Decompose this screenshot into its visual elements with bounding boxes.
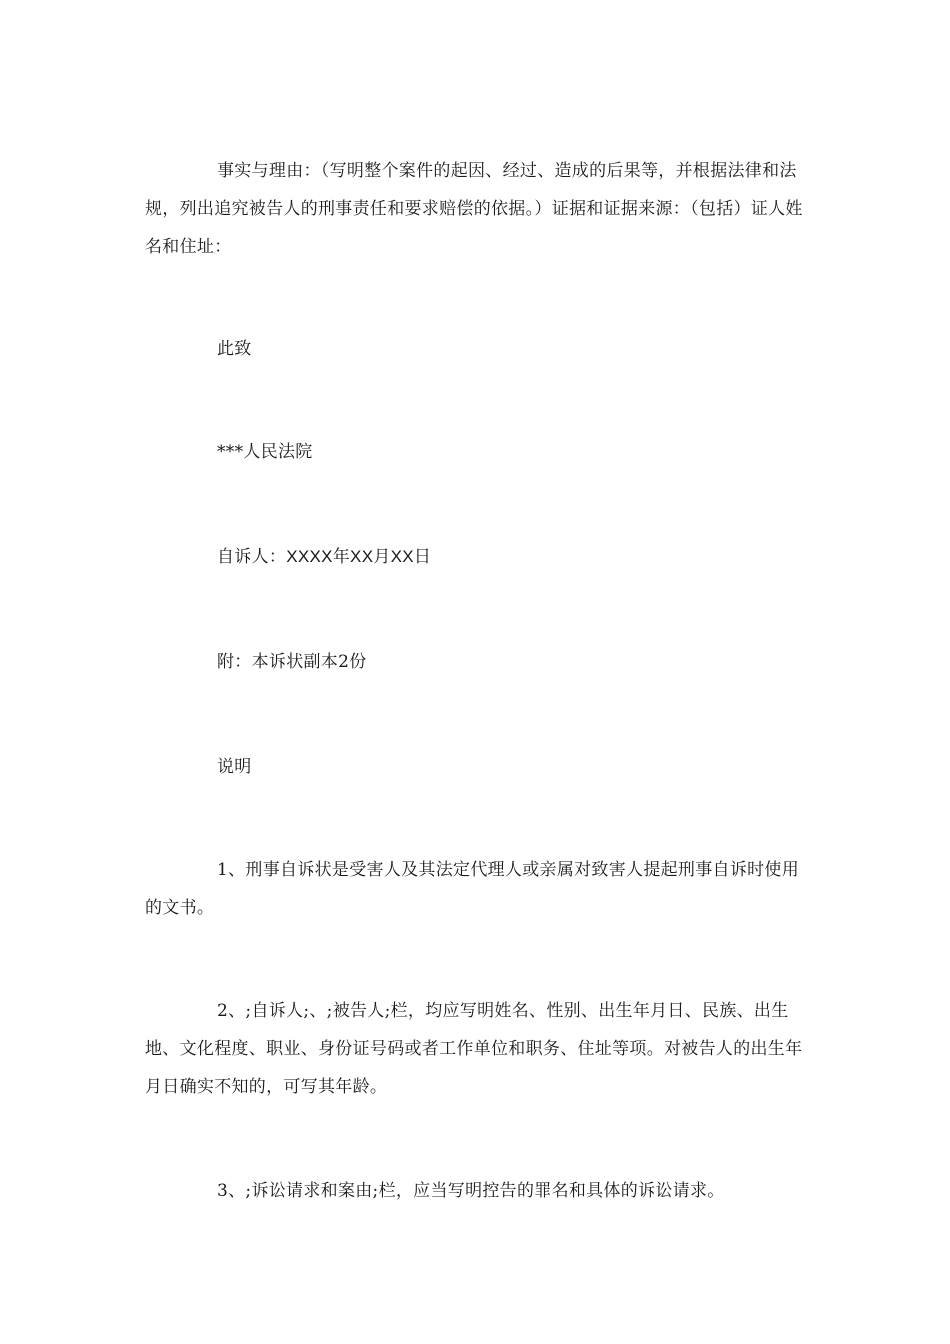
note-3-paragraph <box>145 1172 805 1210</box>
attachment-paragraph <box>145 643 805 681</box>
paragraph-text: 说明 <box>217 757 252 777</box>
note-1-paragraph <box>145 851 805 927</box>
paragraph-text: 此致 <box>217 339 252 359</box>
paragraph-text: 3、;诉讼请求和案由;栏，应当写明控告的罪名和具体的诉讼请求。 <box>217 1181 725 1201</box>
paragraph-text: ***人民法院 <box>217 442 313 462</box>
paragraph-text: 1、刑事自诉状是受害人及其法定代理人或亲属对致害人提起刑事自诉时使用的文书。 <box>145 860 800 918</box>
paragraph-text: 2、;自诉人;、;被告人;栏，均应写明姓名、性别、出生年月日、民族、出生地、文化程度、职业、身份证号码或者工作单位和职务、住址等项。对被告人的出生年月日确实不知的，可写其年龄。 <box>145 1001 803 1097</box>
notes-heading <box>145 748 805 786</box>
paragraph-text: 附：本诉状副本2份 <box>217 652 367 672</box>
facts-and-reasons-paragraph <box>145 152 805 266</box>
court-name-paragraph <box>145 433 805 471</box>
plaintiff-date-paragraph <box>145 538 805 576</box>
salutation-paragraph <box>145 330 805 368</box>
note-2-paragraph <box>145 992 805 1106</box>
paragraph-text: 自诉人：XXXX年XX月XX日 <box>217 547 432 566</box>
paragraph-text: 事实与理由：（写明整个案件的起因、经过、造成的后果等，并根据法律和法规，列出追究被告人的刑事责任和要求赔偿的依据。）证据和证据来源：（包括）证人姓名和住址： <box>145 161 803 257</box>
